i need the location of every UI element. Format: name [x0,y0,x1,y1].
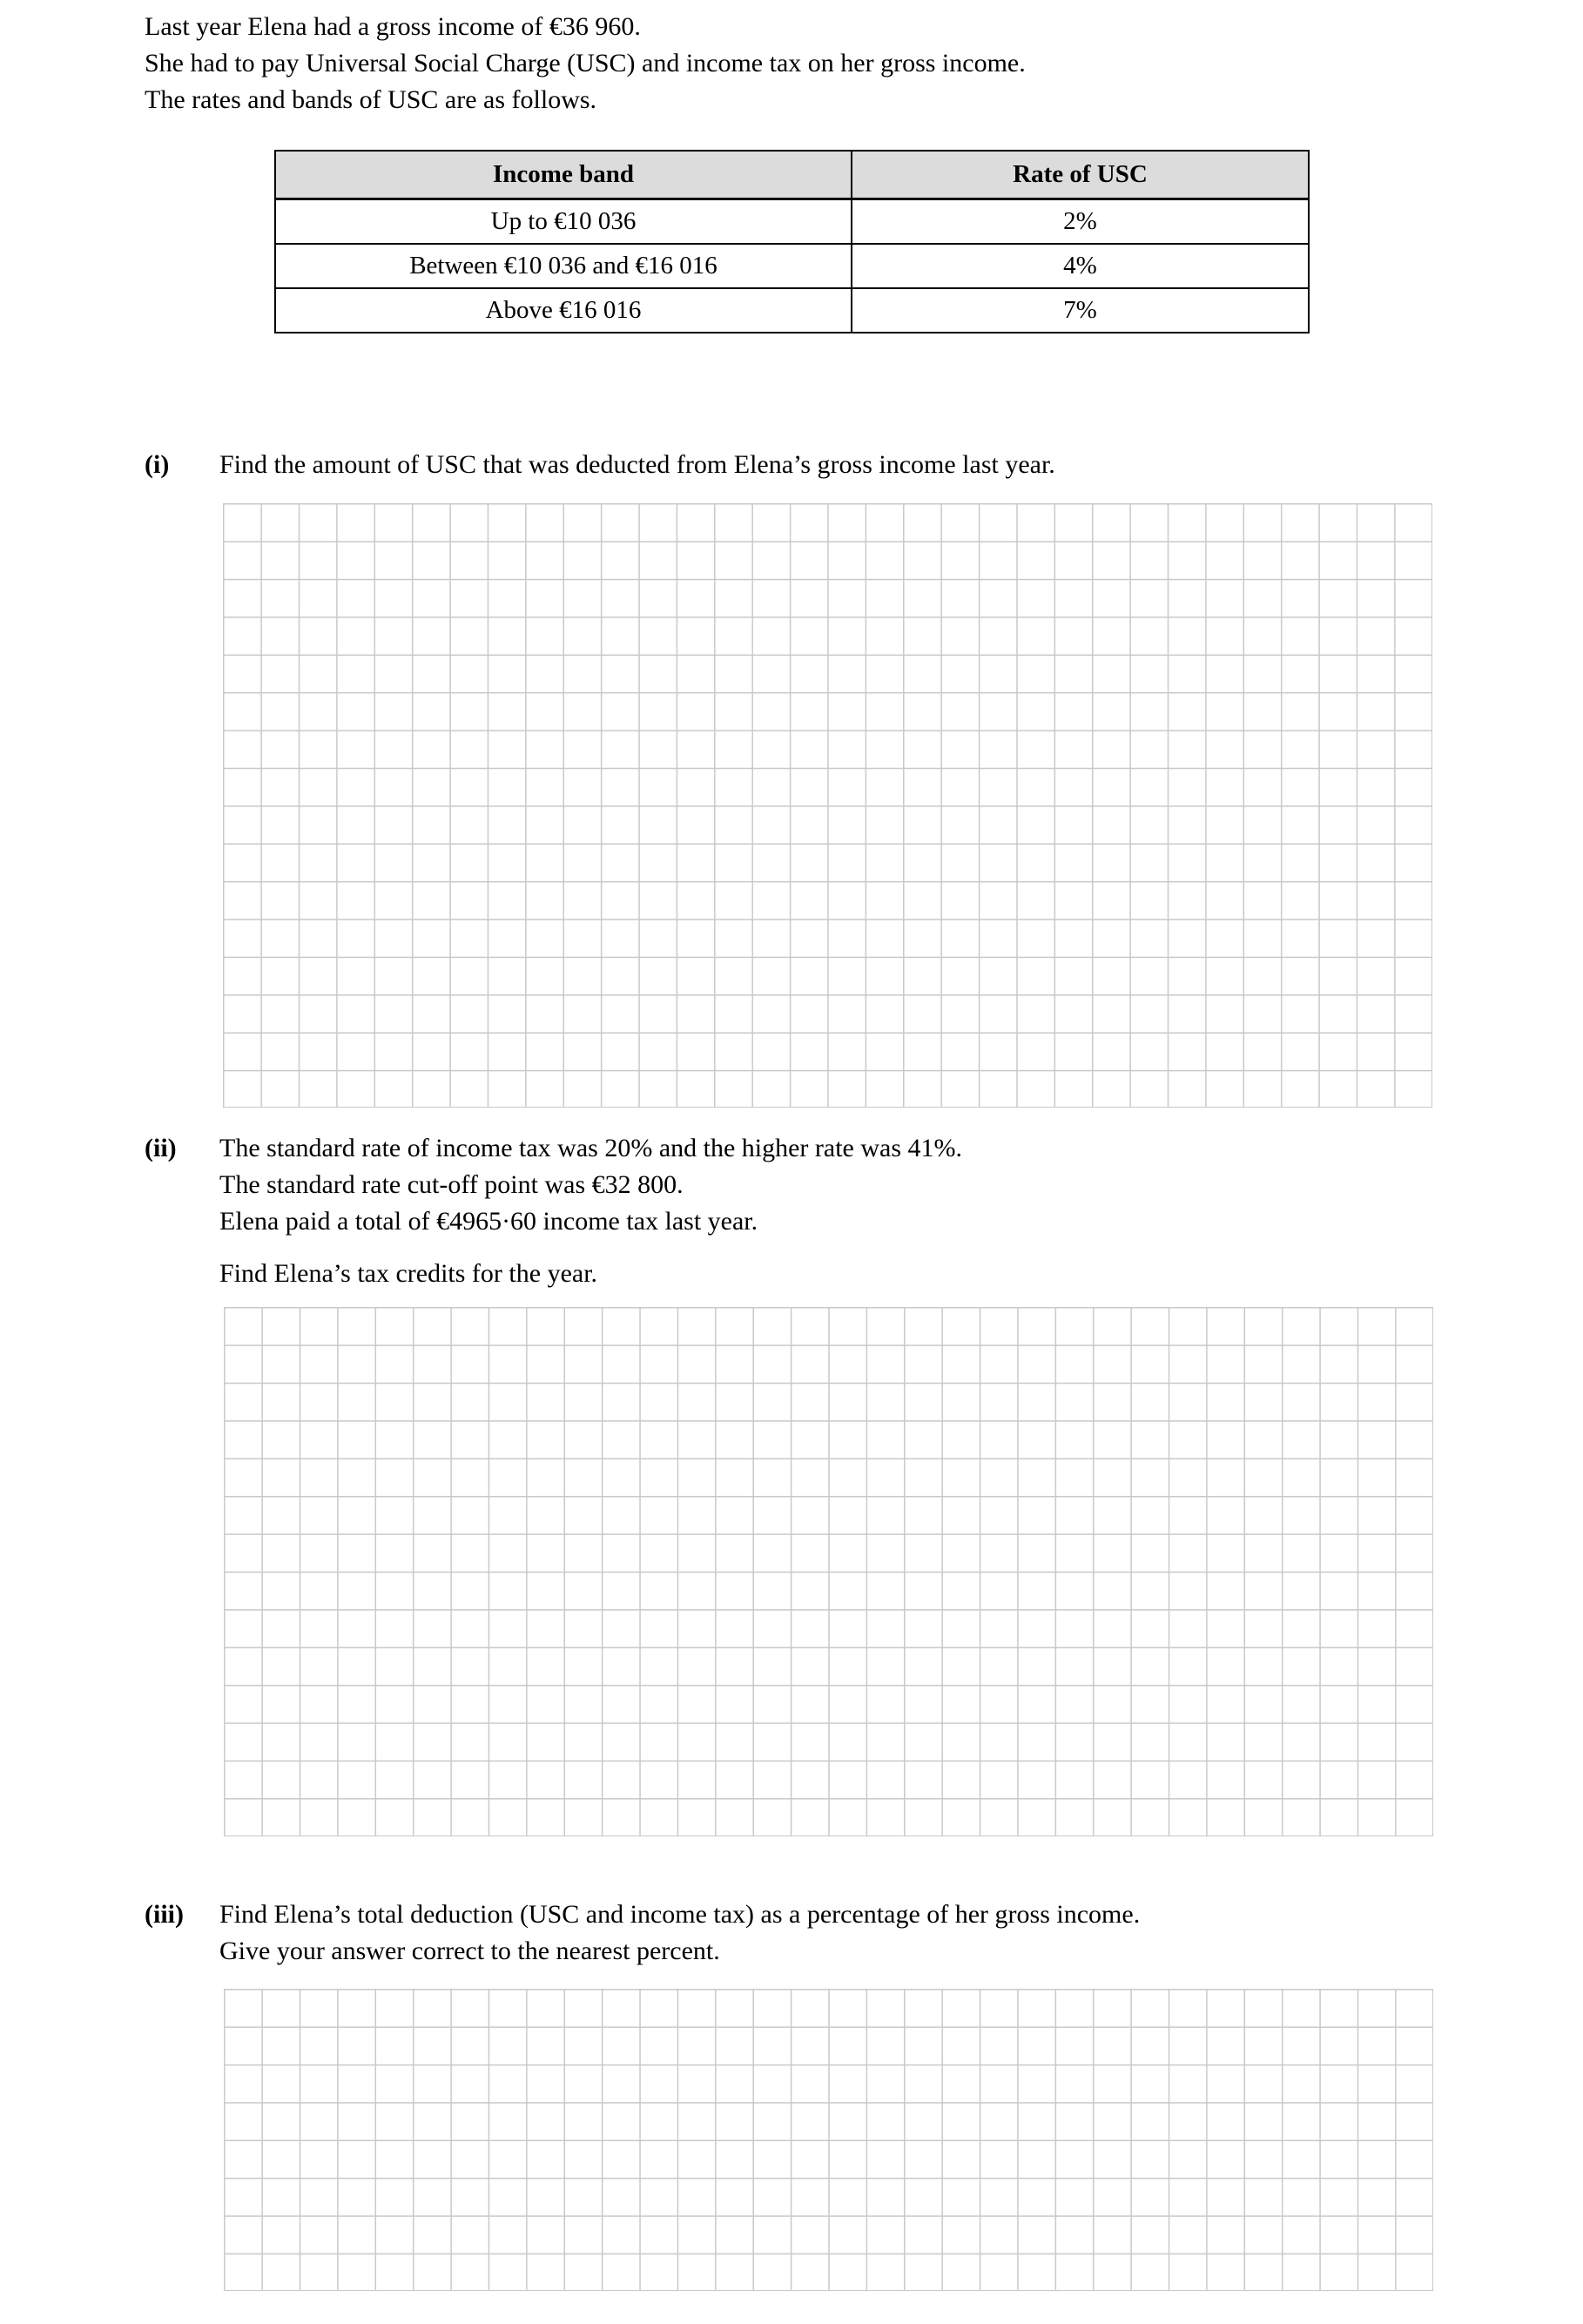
table-row [275,244,1309,288]
question-i-line-1: Find the amount of USC that was deducted from Elena’s gross income last year. [219,450,1055,479]
question-iii-label: (iii) [145,1900,184,1929]
table-row [275,199,1309,245]
question-iii-text [219,1896,1416,1970]
intro-line-2: She had to pay Universal Social Charge (USC) and income tax on her gross income. [145,49,1026,77]
intro-paragraph [145,9,1381,118]
cell-rate: 4% [852,244,1309,288]
paragraph-spacer [219,1240,1381,1256]
question-ii-line-3: Elena paid a total of €4965·60 income tax last year. [219,1207,758,1236]
cell-rate: 7% [852,288,1309,333]
cell-income-band: Above €16 016 [275,288,852,333]
question-ii-line-4: Find Elena’s tax credits for the year. [219,1259,598,1288]
question-i-text [219,447,1381,483]
question-i-label: (i) [145,450,170,479]
column-header-rate-of-usc: Rate of USC [852,151,1309,199]
answer-grid-ii[interactable] [224,1307,1433,1836]
question-ii-line-2: The standard rate cut-off point was €32 800. [219,1170,684,1199]
question-iii-line-1: Find Elena’s total deduction (USC and income tax) as a percentage of her gross income. [219,1900,1141,1929]
question-ii-line-1: The standard rate of income tax was 20% and the higher rate was 41%. [219,1134,963,1162]
answer-grid-i[interactable] [223,503,1432,1108]
question-ii-label: (ii) [145,1134,177,1162]
intro-line-3: The rates and bands of USC are as follows. [145,85,597,114]
question-i [145,447,1381,483]
table-header-row [275,151,1309,199]
table-row [275,288,1309,333]
cell-income-band: Between €10 036 and €16 016 [275,244,852,288]
cell-income-band: Up to €10 036 [275,199,852,245]
question-iii [145,1896,1416,1970]
cell-rate: 2% [852,199,1309,245]
question-ii [145,1130,1381,1292]
answer-grid-iii[interactable] [224,1989,1433,2291]
usc-rates-table [274,150,1310,333]
column-header-income-band: Income band [275,151,852,199]
intro-line-1: Last year Elena had a gross income of €36 960. [145,12,641,41]
question-iii-line-2: Give your answer correct to the nearest percent. [219,1937,720,1965]
question-ii-text [219,1130,1381,1292]
